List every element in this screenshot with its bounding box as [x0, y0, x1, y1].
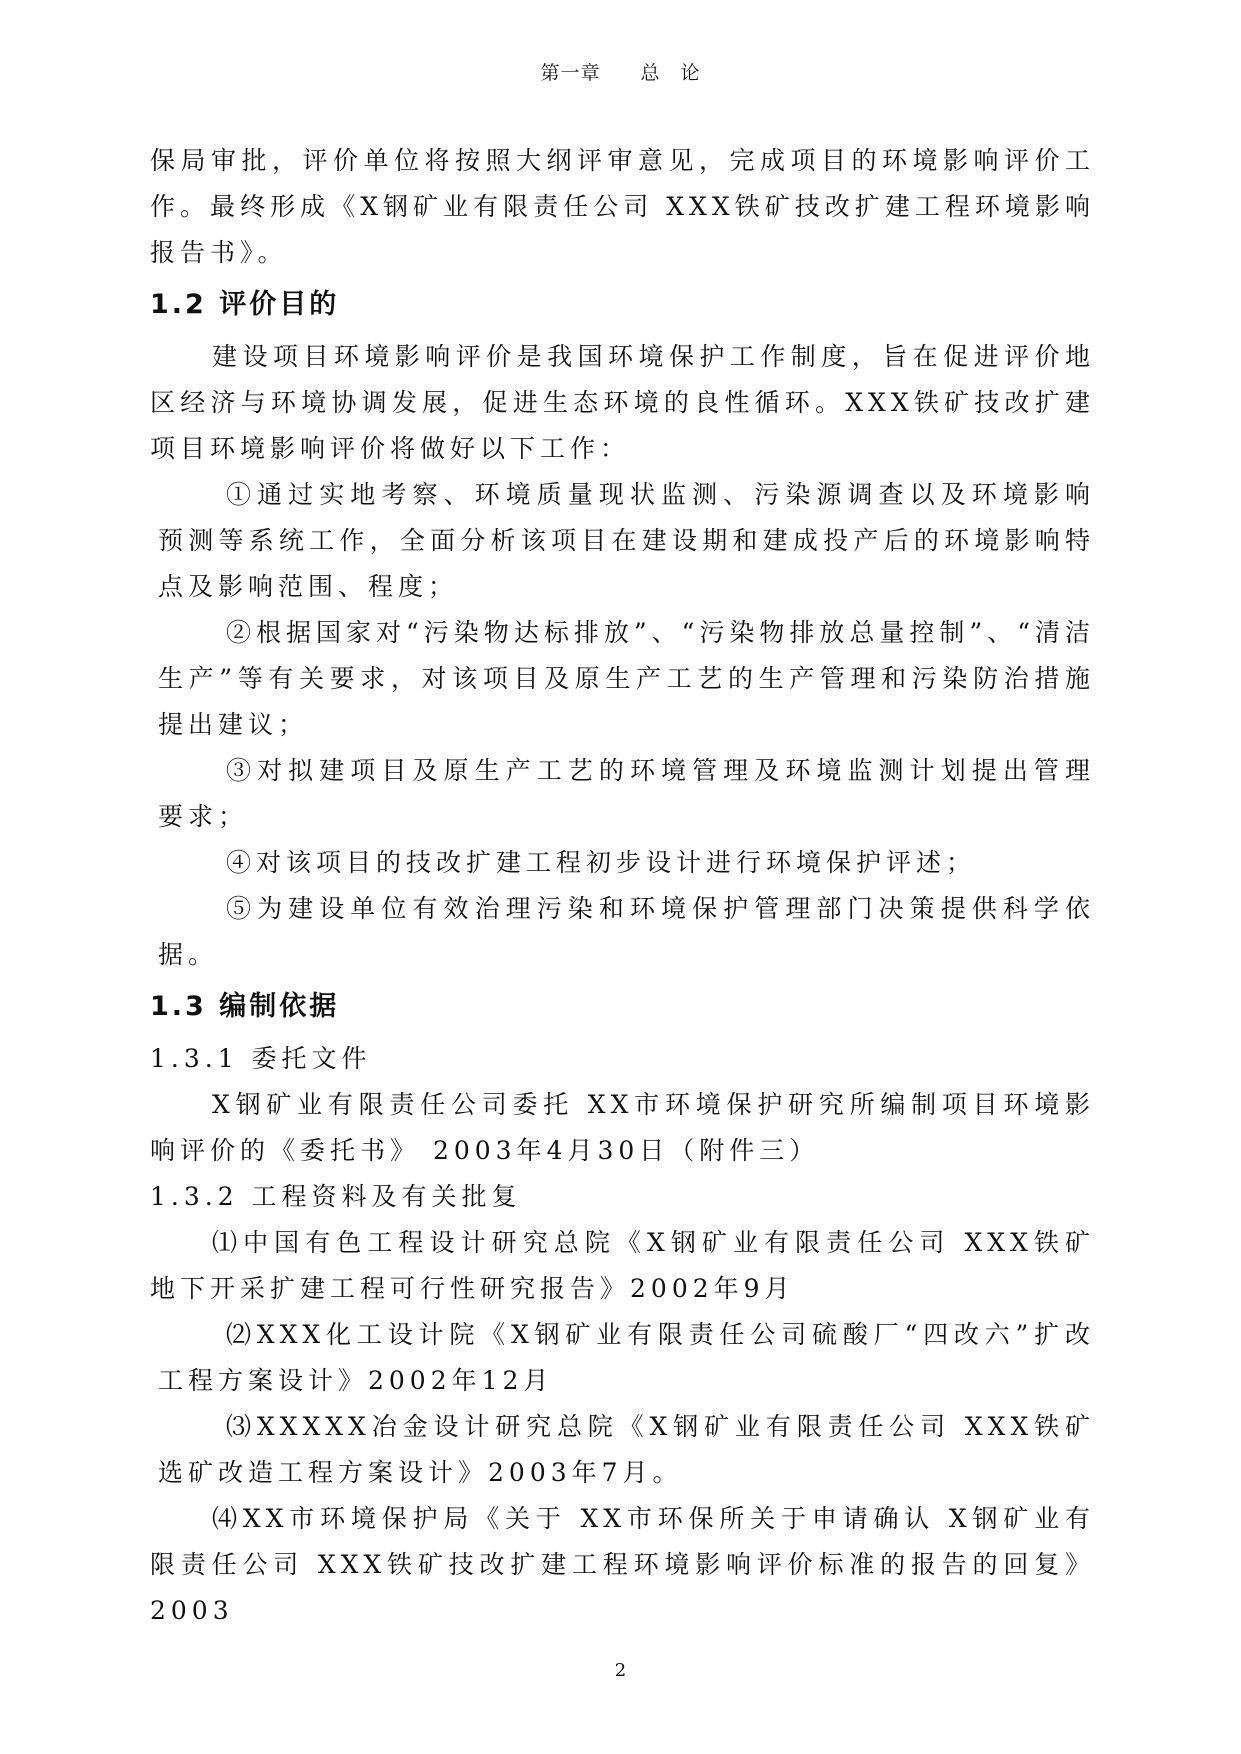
paragraph-purpose: 建设项目环境影响评价是我国环境保护工作制度，旨在促进评价地区经济与环境协调发展，促进生态环境的良性循环。XXX铁矿技改扩建项目环境影响评价将做好以下工作：: [150, 342, 1095, 463]
paragraph-continuation: 保局审批，评价单位将按照大纲评审意见，完成项目的环境影响评价工作。最终形成《X钢矿业有限责任公司 XXX铁矿技改扩建工程环境影响报告书》。: [150, 146, 1095, 267]
list-item-3: ③对拟建项目及原生产工艺的环境管理及环境监测计划提出管理要求；: [158, 756, 1095, 831]
subsection-heading-1-3-1: 1.3.1 委托文件: [150, 1044, 372, 1073]
document-body: [150, 138, 1095, 1634]
reference-item-1: ⑴中国有色工程设计研究总院《X钢矿业有限责任公司 XXX铁矿地下开采扩建工程可行性研究报告》2002年9月: [150, 1228, 1095, 1303]
section-heading-1-3: 1.3 编制依据: [150, 991, 340, 1022]
running-header: [0, 58, 1241, 85]
list-item-1: ①通过实地考察、环境质量现状监测、污染源调查以及环境影响预测等系统工作，全面分析该项目在建设期和建成投产后的环境影响特点及影响范围、程度；: [158, 480, 1095, 601]
header-title: 总 论: [640, 62, 701, 84]
paragraph-entrust: X钢矿业有限责任公司委托 XX市环境保护研究所编制项目环境影响评价的《委托书》 2003年4月30日（附件三）: [150, 1090, 1095, 1165]
page-number: 2: [614, 1660, 627, 1681]
list-item-4: ④对该项目的技改扩建工程初步设计进行环境保护评述；: [226, 848, 977, 877]
reference-item-4: ⑷XX市环境保护局《关于 XX市环保所关于申请确认 X钢矿业有限责任公司 XXX铁矿技改扩建工程环境影响评价标准的报告的回复》 2003: [150, 1504, 1095, 1625]
header-chapter: 第一章: [540, 62, 601, 84]
reference-item-3: ⑶XXXXX冶金设计研究总院《X钢矿业有限责任公司 XXX铁矿选矿改造工程方案设计》2003年7月。: [158, 1412, 1095, 1487]
reference-item-2: ⑵XXX化工设计院《X钢矿业有限责任公司硫酸厂“四改六”扩改工程方案设计》2002年12月: [158, 1320, 1095, 1395]
subsection-heading-1-3-2: 1.3.2 工程资料及有关批复: [150, 1182, 522, 1211]
section-heading-1-2: 1.2 评价目的: [150, 289, 340, 320]
list-item-5: ⑤为建设单位有效治理污染和环境保护管理部门决策提供科学依据。: [158, 894, 1095, 969]
list-item-2: ②根据国家对“污染物达标排放”、“污染物排放总量控制”、“清洁生产”等有关要求，对该项目及原生产工艺的生产管理和污染防治措施提出建议；: [158, 618, 1095, 739]
